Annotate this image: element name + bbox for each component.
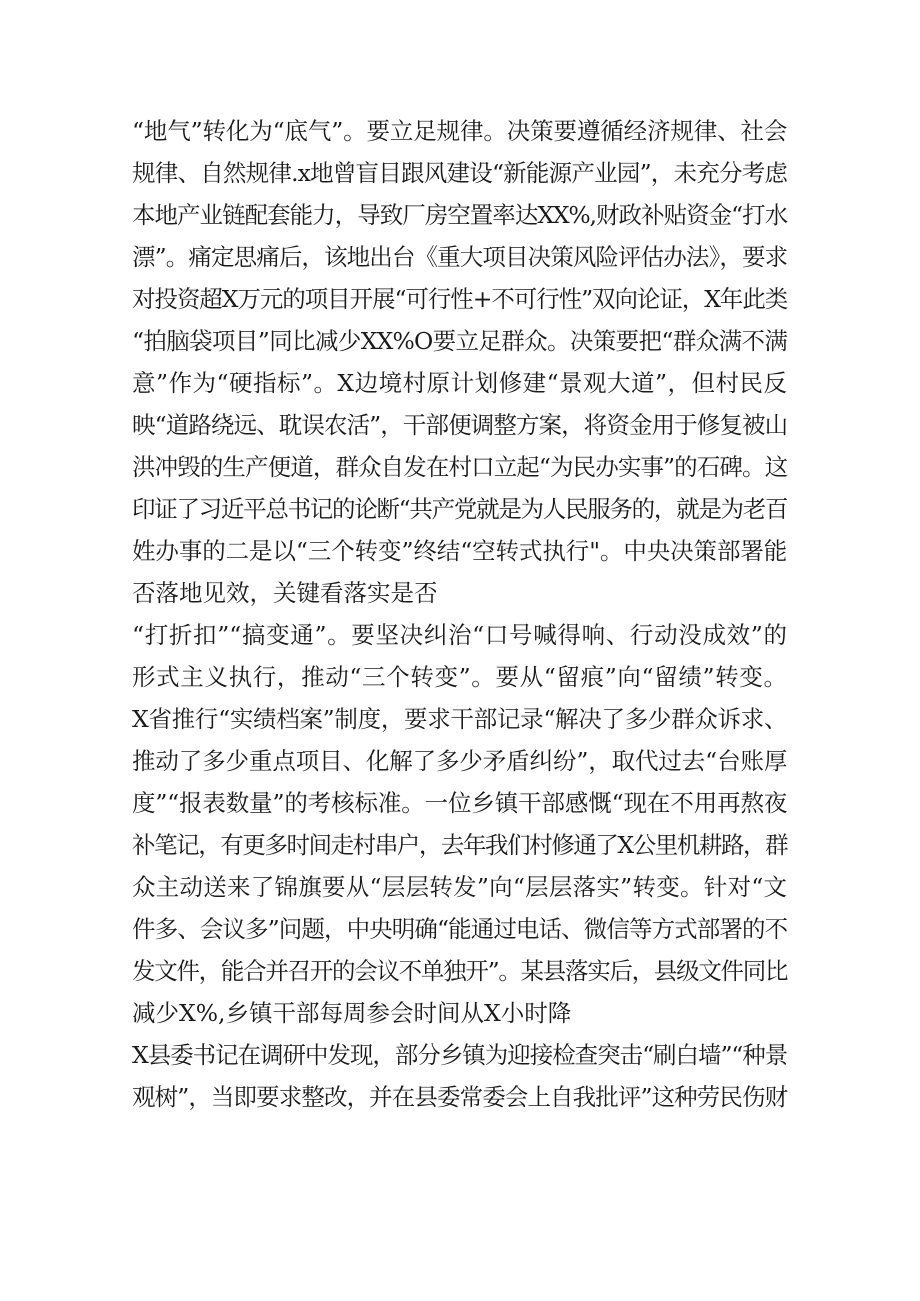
text-line: 规律、自然规律.x地曾盲目跟风建设“新能源产业园”，未充分考虑 [132, 159, 787, 187]
text-line: X省推行“实绩档案”制度，要求干部记录“解决了多少群众诉求、 [132, 705, 787, 733]
text-line: 众主动送来了锦旗要从“层层转发”向“层层落实”转变。针对“文 [132, 873, 787, 901]
text-line: 件多、会议多”问题，中央明确“能通过电话、微信等方式部署的不 [132, 915, 787, 943]
text-line: 印证了习近平总书记的论断“共产党就是为人民服务的，就是为老百 [132, 495, 787, 523]
text-line: 洪冲毁的生产便道，群众自发在村口立起“为民办实事”的石碑。这 [132, 453, 787, 481]
text-line: 本地产业链配套能力，导致厂房空置率达XX%,财政补贴资金“打水 [132, 201, 787, 229]
text-line: X县委书记在调研中发现，部分乡镇为迎接检查突击“刷白墙”“种景 [132, 1041, 787, 1069]
paragraph-2 [132, 614, 787, 1034]
text-line: “拍脑袋项目”同比减少XX%O要立足群众。决策要把“群众满不满 [132, 327, 787, 355]
text-line: 发文件，能合并召开的会议不单独开”。某县落实后，县级文件同比 [132, 957, 787, 985]
text-line: 推动了多少重点项目、化解了多少矛盾纠纷”，取代过去“台账厚 [132, 747, 787, 775]
text-line: 映“道路绕远、耽误农活”，干部便调整方案，将资金用于修复被山 [132, 411, 787, 439]
text-line: 对投资超X万元的项目开展“可行性+不可行性”双向论证，X年此类 [132, 285, 787, 313]
paragraph-3 [132, 1034, 787, 1118]
text-line: 度”“报表数量”的考核标准。一位乡镇干部感慨“现在不用再熬夜 [132, 789, 787, 817]
text-line: “地气”转化为“底气”。要立足规律。决策要遵循经济规律、社会 [132, 117, 787, 145]
text-line: 漂”。痛定思痛后，该地出台《重大项目决策风险评估办法》，要求 [132, 243, 787, 271]
paragraph-1 [132, 110, 787, 614]
text-line: 否落地见效，关键看落实是否 [132, 579, 438, 607]
document-body [132, 110, 787, 1118]
text-line: 意”作为“硬指标”。X边境村原计划修建“景观大道”，但村民反 [132, 369, 787, 397]
text-line: “打折扣”“搞变通”。要坚决纠治“口号喊得响、行动没成效”的 [132, 621, 787, 649]
text-line: 形式主义执行，推动“三个转变”。要从“留痕”向“留绩”转变。 [132, 663, 787, 691]
text-line: 补笔记，有更多时间走村串户，去年我们村修通了X公里机耕路，群 [132, 831, 787, 859]
text-line: 姓办事的二是以“三个转变”终结“空转式执行"。中央决策部署能 [132, 537, 787, 565]
text-line: 减少X%,乡镇干部每周参会时间从X小时降 [132, 999, 572, 1027]
text-line: 观树”，当即要求整改，并在县委常委会上自我批评”这种劳民伤财 [132, 1083, 787, 1111]
